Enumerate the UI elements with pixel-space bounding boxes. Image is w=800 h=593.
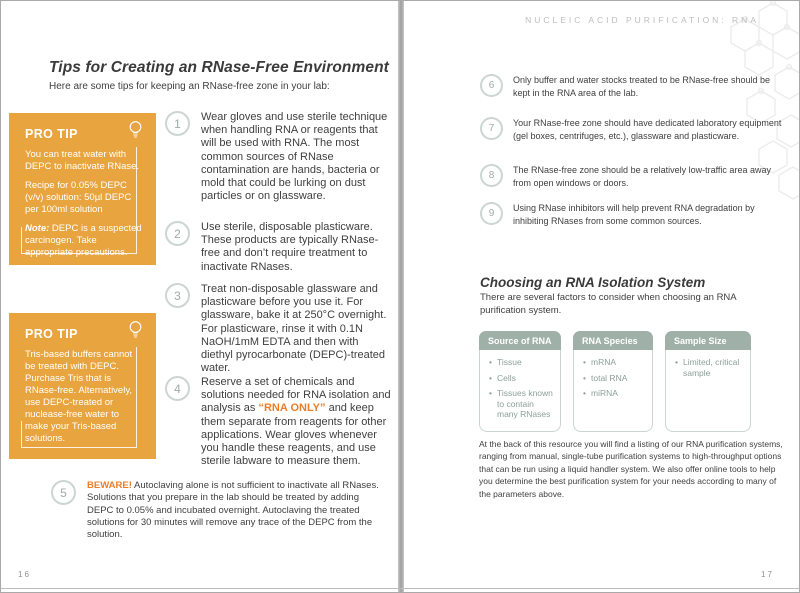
card-bullet: • total RNA	[583, 373, 646, 384]
lightbulb-icon	[127, 320, 144, 349]
card-bullet: • Tissue	[489, 357, 554, 368]
pro-tip-paragraph: Recipe for 0.05% DEPC (v/v) solution: 50µl DEPC per 100ml solution	[25, 180, 132, 215]
page-number: 16	[18, 570, 31, 579]
page-edge-shadow	[1, 588, 799, 589]
card-title: Source of RNA	[479, 331, 561, 350]
list-item-2	[165, 221, 395, 274]
page-crease-divider	[398, 1, 404, 593]
card-bullet: • Limited, critical sample	[675, 357, 744, 378]
list-item-text: Your RNase-free zone should have dedicated laboratory equipment (gel boxes, centrifuges, etc.), glassware and plasticware.	[513, 118, 782, 141]
list-item-text	[87, 480, 383, 541]
card-bullet: • Cells	[489, 373, 554, 384]
pro-tip-label: PRO TIP	[25, 327, 78, 341]
card-bullet-list	[666, 357, 750, 389]
card-bullet-list	[480, 357, 560, 431]
list-item-8	[480, 164, 785, 189]
card-sample-size	[665, 331, 751, 432]
list-item-text: Using RNase inhibitors will help prevent RNA degradation by inhibiting RNases from some common sources.	[513, 203, 755, 226]
pro-tip-paragraph: Tris-based buffers cannot be treated with DEPC. Purchase Tris that is RNase-free. Alternatively, use DEPC-treated or nuclease-free water to make your Tris-based solutions.	[25, 349, 133, 444]
factor-cards	[479, 331, 751, 432]
item-number-badge: 1	[165, 111, 190, 136]
item-number-badge: 2	[165, 221, 190, 246]
card-bullet: • mRNA	[583, 357, 646, 368]
card-title: Sample Size	[665, 331, 751, 350]
pro-tip-paragraph: You can treat water with DEPC to inactivate RNase.	[25, 149, 140, 172]
list-item-text	[201, 221, 393, 274]
lightbulb-icon	[127, 120, 144, 149]
card-rna-species	[573, 331, 653, 432]
item-number-badge: 9	[480, 202, 503, 225]
item-text: Wear gloves and use sterile technique when handling RNA or reagents that will be used with RNA. The most common sources of RNase contamination are hands, bacteria or mold that could be lurking on dust particles or on glassware.	[201, 111, 388, 203]
item-highlight: “RNA ONLY”	[258, 402, 326, 415]
pro-tip-box-2	[9, 313, 156, 459]
list-item-4	[165, 376, 395, 468]
item-number-badge: 6	[480, 74, 503, 97]
card-title: RNA Species	[573, 331, 653, 350]
item-number-badge: 7	[480, 117, 503, 140]
list-item-text	[201, 111, 393, 203]
list-item-7	[480, 117, 785, 142]
card-bullet-list	[574, 357, 652, 410]
item-number-badge: 8	[480, 164, 503, 187]
list-item-text	[201, 283, 393, 375]
section-title: Choosing an RNA Isolation System	[480, 275, 706, 291]
list-item-text: The RNase-free zone should be a relatively low-traffic area away from open windows or doors.	[513, 165, 771, 188]
pro-tip-box-1	[9, 113, 156, 265]
running-header: NUCLEIC ACID PURIFICATION: RNA	[525, 15, 759, 25]
card-source-of-rna	[479, 331, 561, 432]
list-item-9	[480, 202, 785, 227]
closing-paragraph: At the back of this resource you will find a listing of our RNA purification systems, ranging from manual, single-tube purification systems to high-throughput options that can be run using a liquid handler system. We also offer online tools to help you determine the best purification system for your needs according to many of the parameters above.	[479, 439, 783, 499]
item-text: Autoclaving alone is not sufficient to inactivate all RNases. Solutions that you prepare in the lab should be treated by adding DEPC to 0.05% and incubated overnight. Autoclaving the treated solutions for 30 minutes will remove any trace of the DEPC from the solution.	[87, 480, 379, 541]
pro-tip-note	[25, 223, 142, 259]
item-highlight: BEWARE!	[87, 480, 132, 491]
item-text: Reserve a set of chemicals and solutions needed for RNA isolation and analysis as	[201, 376, 391, 415]
list-item-1	[165, 111, 395, 203]
pro-tip-label: PRO TIP	[25, 127, 78, 141]
page-number: 17	[761, 570, 774, 579]
item-text: Use sterile, disposable plasticware. These products are typically RNase-free and don’t require treatment to inactivate RNases.	[201, 221, 379, 273]
list-item-text: Only buffer and water stocks treated to be RNase-free should be kept in the RNA area of the lab.	[513, 75, 770, 98]
list-item-text	[201, 376, 393, 468]
item-text: and keep them separate from reagents for other applications. Wear gloves whenever you handle these reagents, and use sterile labware to measure them.	[201, 402, 387, 468]
item-number-badge: 3	[165, 283, 190, 308]
list-item-6	[480, 74, 785, 99]
item-text: Treat non-disposable glassware and plasticware before you use it. For glassware, bake it at 250°C overnight. For plasticware, rinse it with 0.1N NaOH/1mM EDTA and then with diethyl pyrocarbonate (DEPC)-treated water.	[201, 283, 387, 375]
card-bullet: • Tissues known to contain many RNases	[489, 388, 554, 420]
note-text: DEPC is a suspected carcinogen. Take appropriate precautions.	[25, 223, 142, 258]
item-number-badge: 5	[51, 480, 76, 505]
list-item-5	[51, 480, 386, 541]
page-title: Tips for Creating an RNase-Free Environment	[49, 59, 389, 77]
intro-text: Here are some tips for keeping an RNase-free zone in your lab:	[49, 81, 330, 92]
card-bullet: • miRNA	[583, 388, 646, 399]
list-item-3	[165, 283, 395, 375]
item-number-badge: 4	[165, 376, 190, 401]
note-label: Note:	[25, 223, 50, 234]
section-intro-text: There are several factors to consider when choosing an RNA purification system.	[480, 292, 737, 316]
